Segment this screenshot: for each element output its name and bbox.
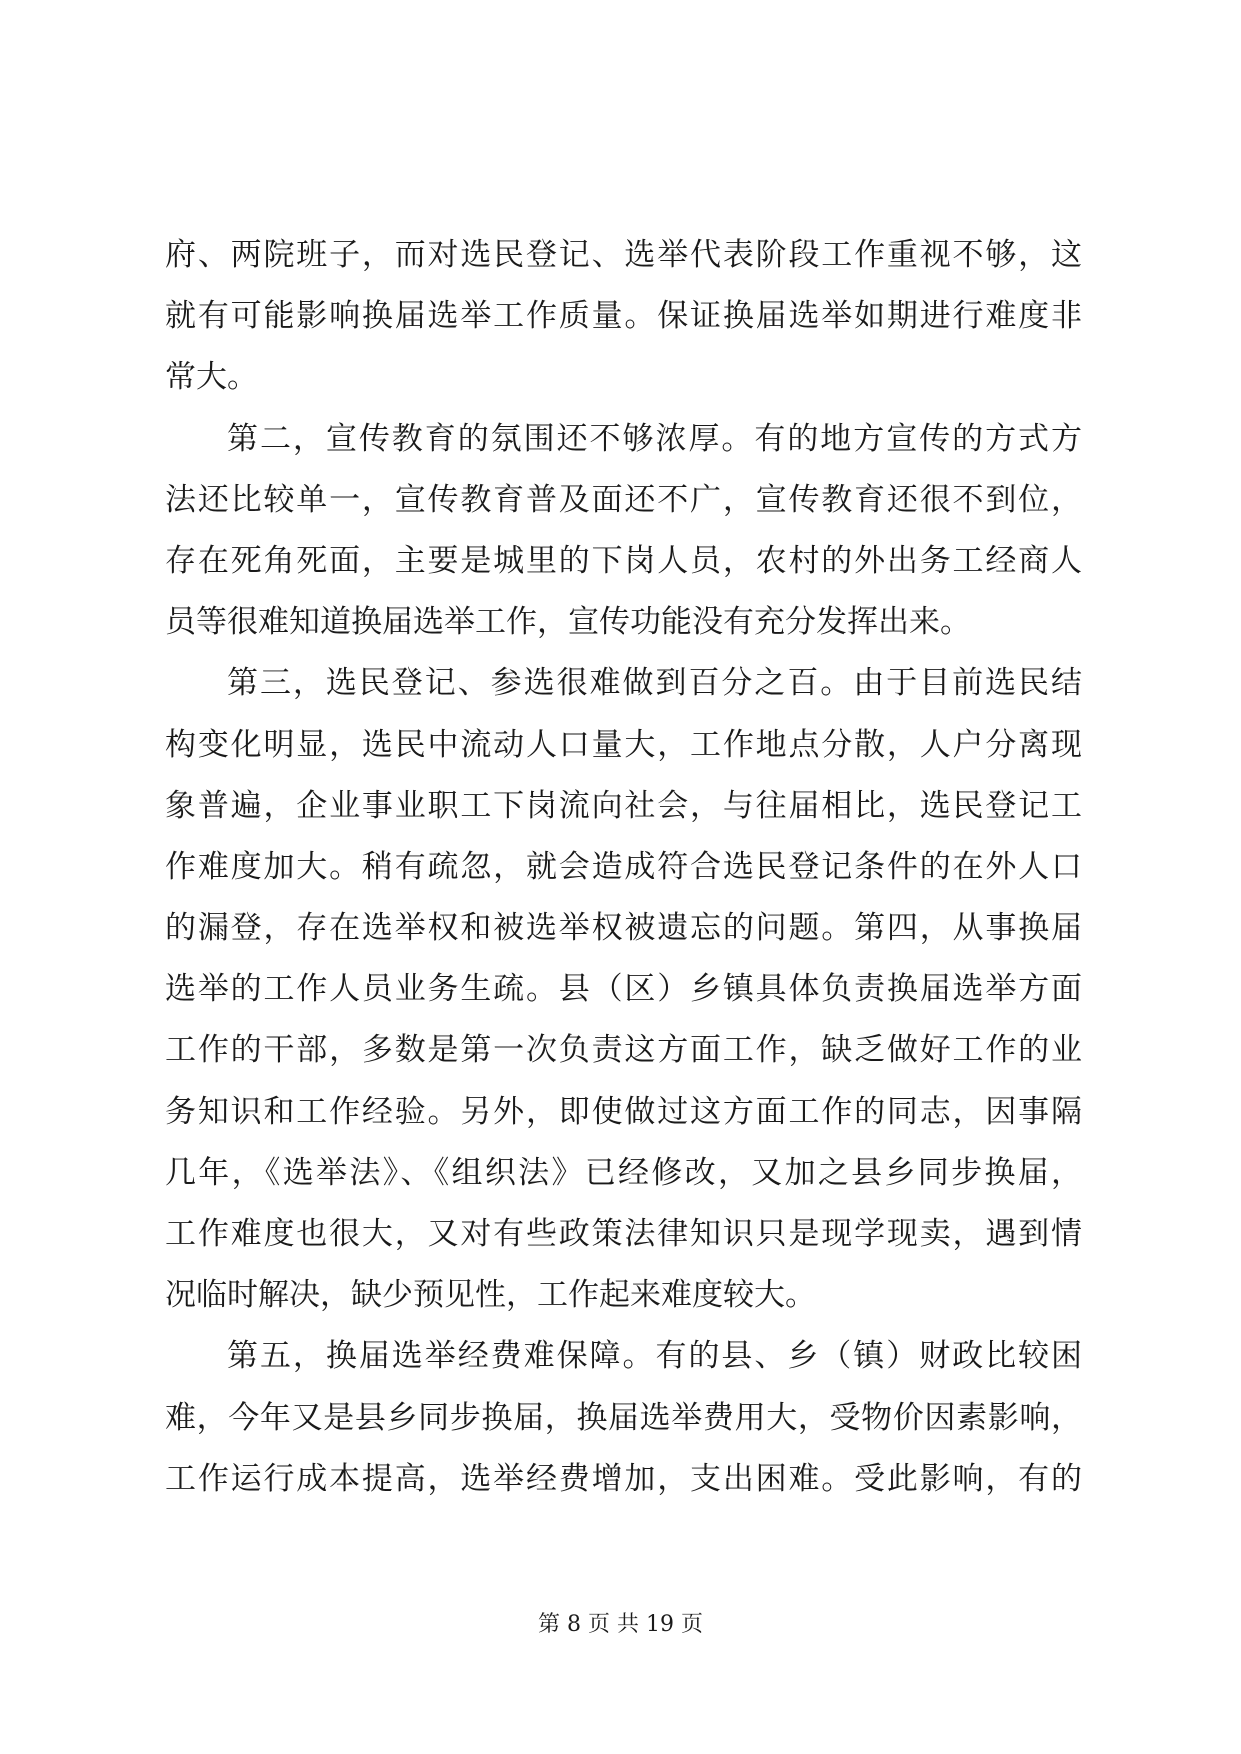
text-line: 工作难度也很大，又对有些政策法律知识只是现学现卖，遇到情: [165, 1216, 1082, 1252]
text-line: 作难度加大。稍有疏忽，就会造成符合选民登记条件的在外人口: [165, 848, 1082, 885]
text-line: 象普遍，企业事业职工下岗流向社会，与往届相比，选民登记工: [165, 787, 1082, 824]
text-line: 构变化明显，选民中流动人口量大，工作地点分散，人户分离现: [165, 726, 1082, 763]
text-line: 员等很难知道换届选举工作，宣传功能没有充分发挥出来。: [165, 604, 971, 641]
text-line: 就有可能影响换届选举工作质量。保证换届选举如期进行难度非: [165, 298, 1082, 335]
text-line: 的漏登，存在选举权和被选举权被遗忘的问题。第四，从事换届: [165, 910, 1082, 947]
text-line: 常大。: [165, 359, 258, 396]
text-line: 第五，换届选举经费难保障。有的县、乡（镇）财政比较困: [227, 1338, 1082, 1375]
text-line: 第二，宣传教育的氛围还不够浓厚。有的地方宣传的方式方: [227, 420, 1082, 457]
text-line: 法还比较单一，宣传教育普及面还不广，宣传教育还很不到位，: [165, 481, 1082, 518]
text-line: 务知识和工作经验。另外，即使做过这方面工作的同志，因事隔: [165, 1093, 1082, 1130]
text-line: 几年，《选举法》、《组织法》已经修改，又加之县乡同步换届，: [165, 1154, 1082, 1191]
text-line: 第三，选民登记、参选很难做到百分之百。由于目前选民结: [227, 665, 1082, 702]
body-text: [165, 225, 1082, 1510]
text-line: 存在死角死面，主要是城里的下岗人员，农村的外出务工经商人: [165, 542, 1082, 579]
page-number-footer: 第 8 页 共 19 页: [538, 1612, 703, 1637]
text-line: 工作的干部，多数是第一次负责这方面工作，缺乏做好工作的业: [165, 1032, 1082, 1069]
text-line: 选举的工作人员业务生疏。县（区）乡镇具体负责换届选举方面: [165, 971, 1082, 1008]
text-line: 工作运行成本提高，选举经费增加，支出困难。受此影响，有的: [165, 1460, 1082, 1497]
text-line: 况临时解决，缺少预见性，工作起来难度较大。: [165, 1277, 816, 1314]
text-line: 府、两院班子，而对选民登记、选举代表阶段工作重视不够，这: [165, 237, 1082, 273]
text-line: 难，今年又是县乡同步换届，换届选举费用大，受物价因素影响，: [165, 1399, 1082, 1436]
